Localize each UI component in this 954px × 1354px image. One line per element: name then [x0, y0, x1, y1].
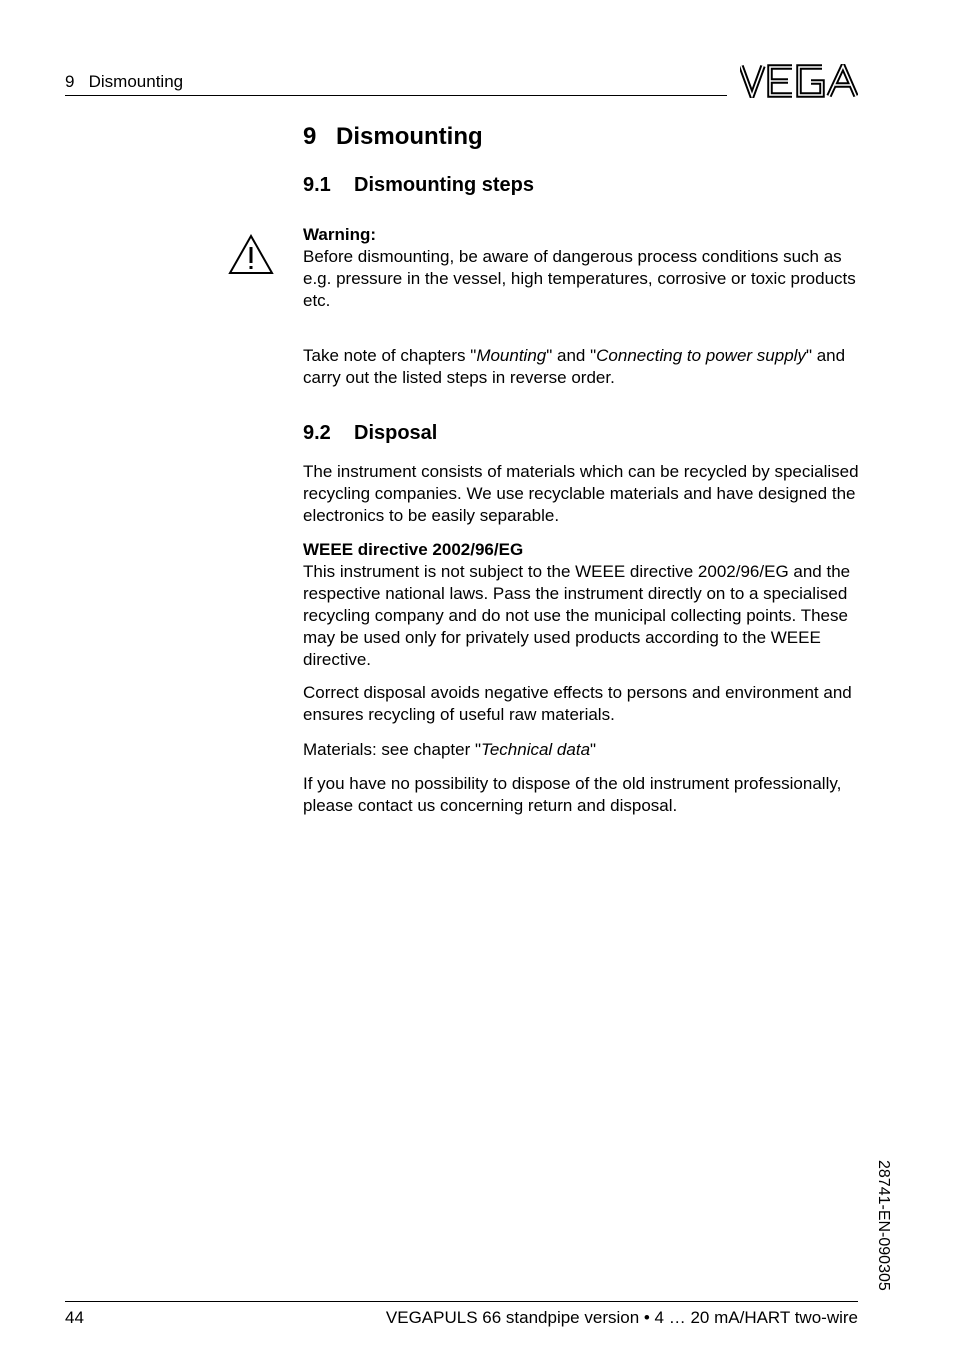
- section-number: 9.2: [303, 422, 331, 444]
- chapter-title: [303, 123, 483, 151]
- warning-text: Before dismounting, be aware of dangerous process conditions such as e.g. pressure in the vessel, high temperatures, corrosive or toxic products etc.: [303, 247, 856, 310]
- note-text: Take note of chapters ": [303, 346, 477, 365]
- chapter-reference-power-supply: Connecting to power supply: [596, 346, 806, 365]
- note-text: " and carry out the listed steps in reverse order.: [303, 346, 846, 387]
- dismount-note: [303, 345, 863, 389]
- section-heading-dismounting-steps: [303, 174, 534, 197]
- page-number: 44: [65, 1308, 84, 1327]
- materials-text: ": [590, 740, 597, 759]
- disposal-intro: The instrument consists of materials which can be recycled by specialised recycling companies. We use recyclable materials and have designed the electronics to be easily separable.: [303, 462, 859, 525]
- note-text: " and ": [546, 346, 597, 365]
- footer-title: VEGAPULS 66 standpipe version • 4 … 20 mA/HART two-wire: [385, 1308, 858, 1327]
- weee-block: [303, 539, 863, 671]
- section-title: Disposal: [354, 422, 438, 444]
- materials-note: [303, 739, 863, 761]
- chapter-title-text: Dismounting: [336, 123, 483, 150]
- chapter-reference-technical-data: Technical data: [481, 740, 591, 759]
- chapter-number: 9: [303, 123, 317, 150]
- running-header: 9 Dismounting: [65, 72, 184, 91]
- disposal-contact: If you have no possibility to dispose of the old instrument professionally, please contact us concerning return and disposal.: [303, 774, 842, 815]
- weee-text: This instrument is not subject to the WEEE directive 2002/96/EG and the respective national laws. Pass the instrument directly on to a specialised recycling company and do not use the municipal collecting points. These may be used only for privately used products according to the WEEE directive.: [303, 562, 851, 669]
- chapter-reference-mounting: Mounting: [476, 346, 547, 365]
- header-rule: [65, 95, 727, 96]
- disposal-effects: Correct disposal avoids negative effects to persons and environment and ensures recycling of useful raw materials.: [303, 683, 852, 724]
- footer-rule: [65, 1301, 858, 1302]
- document-id: 28741-EN-090305: [875, 1160, 892, 1291]
- warning-block: [303, 224, 863, 312]
- section-title: Dismounting steps: [354, 174, 535, 196]
- weee-title: WEEE directive 2002/96/EG: [303, 540, 524, 559]
- section-heading-disposal: [303, 422, 437, 445]
- section-number: 9.1: [303, 174, 331, 196]
- warning-triangle-icon: [228, 234, 274, 275]
- warning-label: Warning:: [303, 225, 377, 244]
- vega-logo: [740, 64, 858, 98]
- materials-text: Materials: see chapter ": [303, 740, 482, 759]
